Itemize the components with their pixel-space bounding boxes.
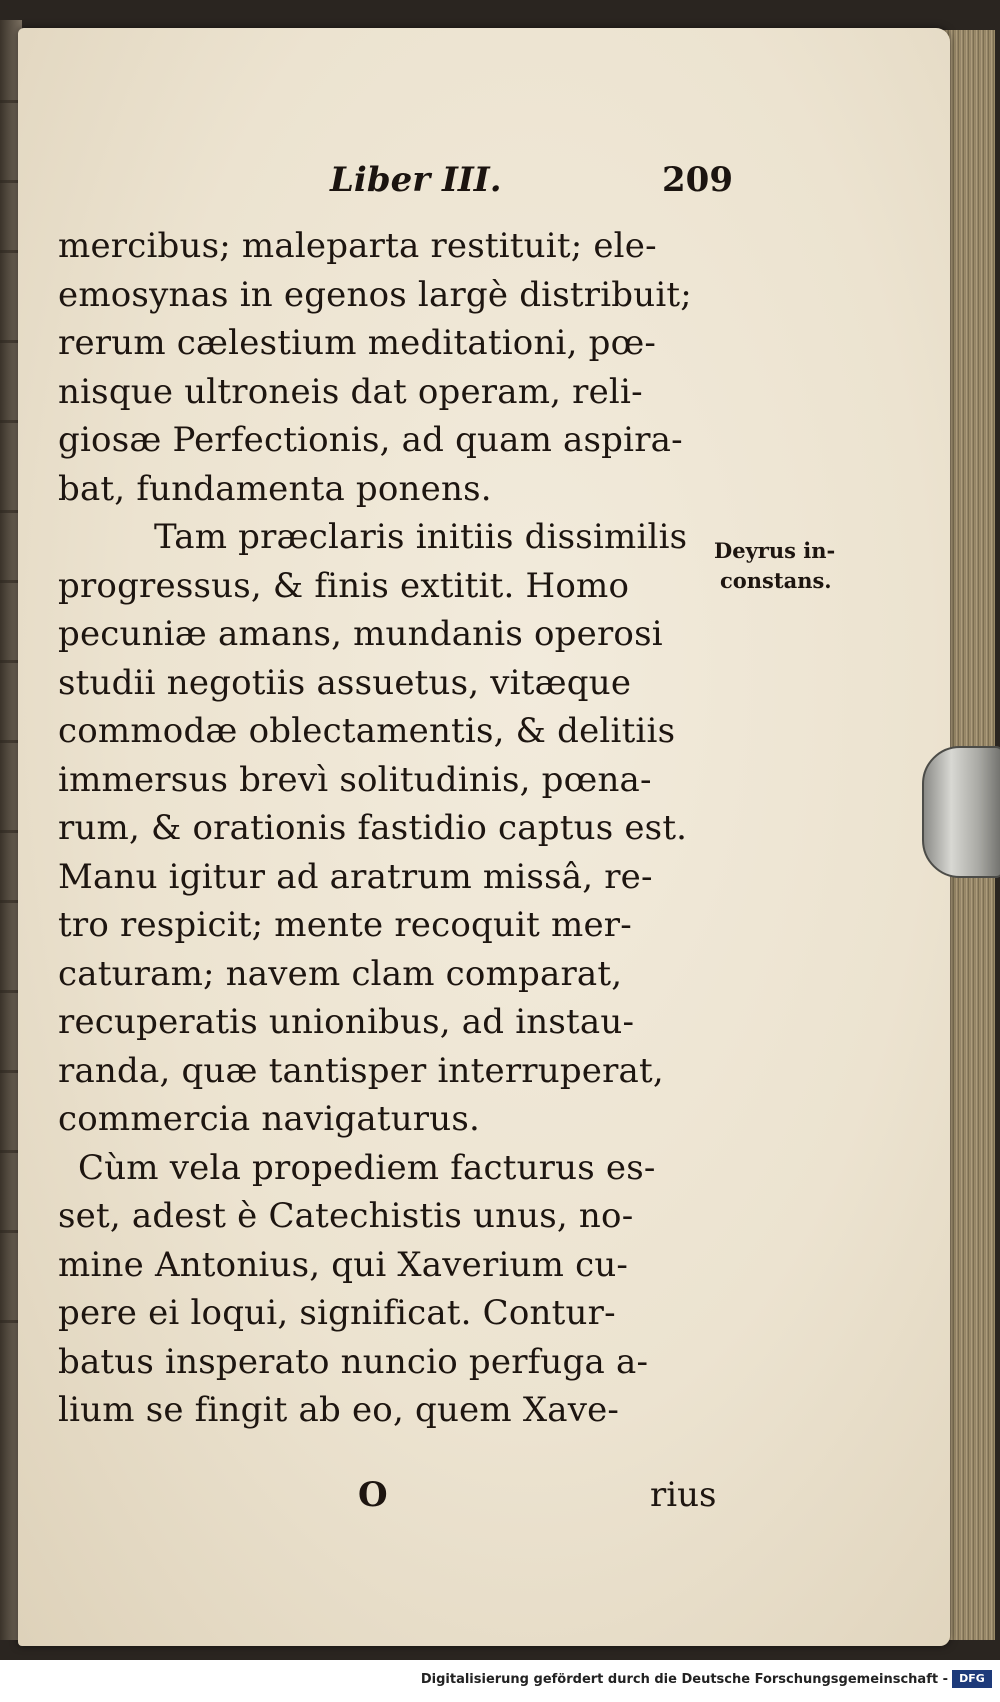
text-line: bat, fundamenta ponens. <box>58 468 492 509</box>
page-number: 209 <box>662 160 733 200</box>
text-line: set, adest è Catechistis unus, no- <box>58 1196 634 1236</box>
text-line: pere ei loqui, significat. Contur- <box>58 1293 616 1333</box>
text-line: mine Antonius, qui Xaverium cu- <box>58 1244 629 1285</box>
text-line: pecuniæ amans, mundanis operosi <box>58 614 663 654</box>
marginal-note-line: constans. <box>720 568 832 593</box>
text-line: emosynas in egenos largè distribuit; <box>58 274 692 315</box>
text-line: mercibus; maleparta restituit; ele- <box>58 226 657 266</box>
text-line: batus insperato nuncio perfuga a- <box>58 1341 649 1382</box>
text-line: progressus, & finis extitit. Homo <box>58 565 630 606</box>
text-line: Manu igitur ad aratrum missâ, re- <box>58 856 653 897</box>
text-line: giosæ Perfectionis, ad quam aspira- <box>58 420 683 460</box>
signature-mark: O <box>358 1475 388 1515</box>
dfg-logo: DFG <box>952 1670 992 1688</box>
text-line: immersus brevì solitudinis, pœna- <box>58 759 652 800</box>
text-line: rum, & orationis fastidio captus est. <box>58 808 688 848</box>
running-title: Liber III. <box>330 160 502 200</box>
text-line: caturam; navem clam comparat, <box>58 953 623 994</box>
text-line: tro respicit; mente recoquit mer- <box>58 905 632 945</box>
text-line: rerum cælestium meditationi, pœ- <box>58 323 657 363</box>
text-line: Tam præclaris initiis dissimilis <box>154 517 688 557</box>
body-text <box>58 222 708 1435</box>
text-line: nisque ultroneis dat operam, reli- <box>58 371 643 412</box>
marginal-note <box>714 536 835 596</box>
text-line: recuperatis unionibus, ad instau- <box>58 1002 635 1042</box>
funding-credit: Digitalisierung gefördert durch die Deutsche Forschungsgemeinschaft - <box>420 1672 948 1687</box>
page-holder-clip <box>922 746 1000 878</box>
marginal-note-line: Deyrus in- <box>714 538 836 563</box>
text-line: lium se fingit ab eo, quem Xave- <box>58 1390 620 1430</box>
text-line: Cùm vela propediem facturus es- <box>78 1147 656 1188</box>
digitization-footer <box>0 1660 1000 1702</box>
text-line: randa, quæ tantisper interruperat, <box>58 1050 664 1091</box>
text-line: commercia navigaturus. <box>58 1099 481 1139</box>
text-line: commodæ oblectamentis, & delitiis <box>58 711 676 751</box>
catchword: rius <box>650 1475 717 1515</box>
text-line: studii negotiis assuetus, vitæque <box>58 662 632 703</box>
